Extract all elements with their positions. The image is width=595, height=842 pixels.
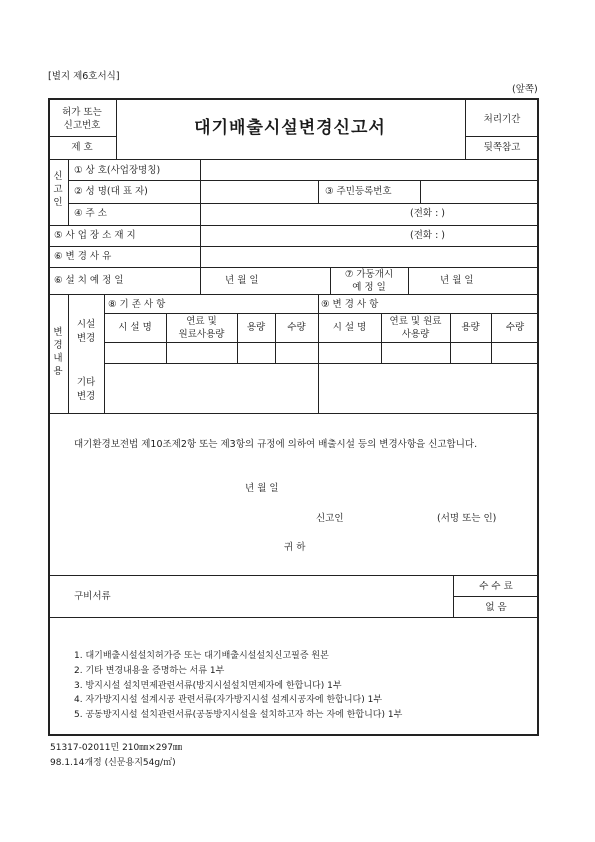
divider: [48, 159, 539, 160]
fee-label: 수 수 료: [479, 581, 513, 592]
site-location-label: ⑤ 사 업 장 소 재 지: [54, 230, 136, 241]
changed-items-label: ⑨ 변 경 사 항: [321, 299, 379, 310]
document-item: 5. 공동방지시설 설치관련서류(공동방지시설을 설치하고자 하는 자에 한합니다) 1부: [74, 710, 403, 720]
representative-name-label: ② 성 명(대 표 자): [74, 186, 148, 197]
resident-number-label: ③ 주민등록번호: [325, 186, 392, 197]
other-change-label: 기타: [76, 377, 96, 388]
divider: [465, 136, 539, 137]
business-name-label: ① 상 호(사업장명칭): [74, 165, 161, 176]
divider: [48, 136, 116, 137]
divider: [200, 159, 201, 294]
divider: [408, 267, 409, 294]
divider: [48, 575, 539, 576]
operation-date-field[interactable]: 년 월 일: [440, 275, 474, 286]
col-facility-name: 시 설 명: [118, 322, 152, 333]
address-label: ④ 주 소: [74, 208, 107, 219]
other-change-label: 변경: [76, 391, 96, 402]
divider: [104, 363, 539, 364]
col-fuel-usage: 원료사용량: [178, 329, 225, 340]
col-quantity: 수량: [505, 322, 525, 333]
col-capacity: 용량: [461, 322, 480, 333]
document-item: 4. 자가방지시설 설계시공 관련서류(자가방지시설 설계시공자에 한합니다) 1부: [74, 695, 383, 705]
operation-date-label: 예 정 일: [352, 282, 386, 293]
permit-number-label: 신고번호: [63, 120, 101, 131]
form-number-label: [별지 제6호서식]: [48, 71, 120, 82]
col-fuel-usage: 연료 및 원료: [389, 316, 442, 327]
operation-date-label: ⑦ 가동개시: [344, 269, 394, 280]
change-reason-label: ⑥ 변 경 사 유: [54, 251, 112, 262]
divider: [237, 313, 238, 363]
applicant-section-label: 신 고 인: [53, 171, 63, 208]
divider: [68, 203, 539, 204]
install-date-label: ⑥ 설 치 예 정 일: [54, 275, 124, 286]
divider: [275, 313, 276, 363]
col-facility-name: 시 설 명: [332, 322, 367, 333]
install-date-field[interactable]: 년 월 일: [225, 275, 259, 286]
processing-period-label: 처리기간: [483, 114, 521, 125]
document-item: 1. 대기배출시설설치허가증 또는 대기배출시설설치신고필증 원본: [74, 651, 329, 661]
declaration-text: 대기환경보전법 제10조제2항 또는 제3항의 규정에 의하여 배출시설 등의 변경사항을 신고합니다.: [74, 439, 478, 450]
required-docs-label: 구비서류: [74, 591, 111, 602]
change-content-section-label: 변 경 내 용: [53, 327, 63, 377]
signature-field[interactable]: (서명 또는 인): [437, 513, 497, 524]
divider: [318, 180, 319, 203]
document-item: 3. 방지시설 설치면제관련서류(방지시설설치면제자에 한합니다) 1부: [74, 681, 342, 691]
form-code: 51317-02011민 210㎜×297㎜: [50, 743, 182, 753]
divider: [491, 313, 492, 363]
divider: [48, 267, 539, 268]
divider: [68, 159, 69, 225]
see-back-label: 뒷쪽참고: [483, 142, 521, 153]
divider: [48, 246, 539, 247]
existing-items-label: ⑧ 기 존 사 항: [108, 299, 166, 310]
divider: [48, 225, 539, 226]
applicant-label: 신고인: [316, 513, 344, 524]
col-capacity: 용량: [246, 322, 266, 333]
document-item: 2. 기타 변경내용을 증명하는 서류 1부: [74, 666, 225, 676]
fee-value: 없 음: [485, 602, 507, 613]
facility-change-label: 시설: [76, 319, 96, 330]
divider: [450, 313, 451, 363]
addressee-label: 귀 하: [284, 542, 306, 553]
divider: [48, 617, 539, 618]
facility-change-label: 변경: [76, 333, 96, 344]
permit-number-label: 허가 또는: [62, 107, 102, 118]
divider: [104, 313, 539, 314]
revision-note: 98.1.14개정 (신문용지54g/㎡): [50, 758, 176, 768]
col-quantity: 수량: [287, 322, 306, 333]
divider: [104, 342, 539, 343]
page-title: 대기배출시설변경신고서: [194, 118, 386, 138]
sign-date[interactable]: 년 월 일: [245, 483, 279, 494]
divider: [68, 180, 539, 181]
divider: [48, 413, 539, 414]
phone-field[interactable]: (전화 : ): [410, 230, 446, 241]
divider: [104, 294, 105, 413]
divider: [420, 180, 421, 203]
front-side-label: (앞쪽): [512, 84, 538, 95]
col-fuel-usage: 연료 및: [186, 316, 217, 327]
divider: [453, 596, 539, 597]
col-fuel-usage: 사용량: [401, 329, 430, 340]
phone-field[interactable]: (전화 : ): [410, 208, 446, 219]
number-field[interactable]: 제 호: [71, 142, 93, 153]
divider: [48, 294, 539, 295]
divider: [318, 294, 319, 413]
